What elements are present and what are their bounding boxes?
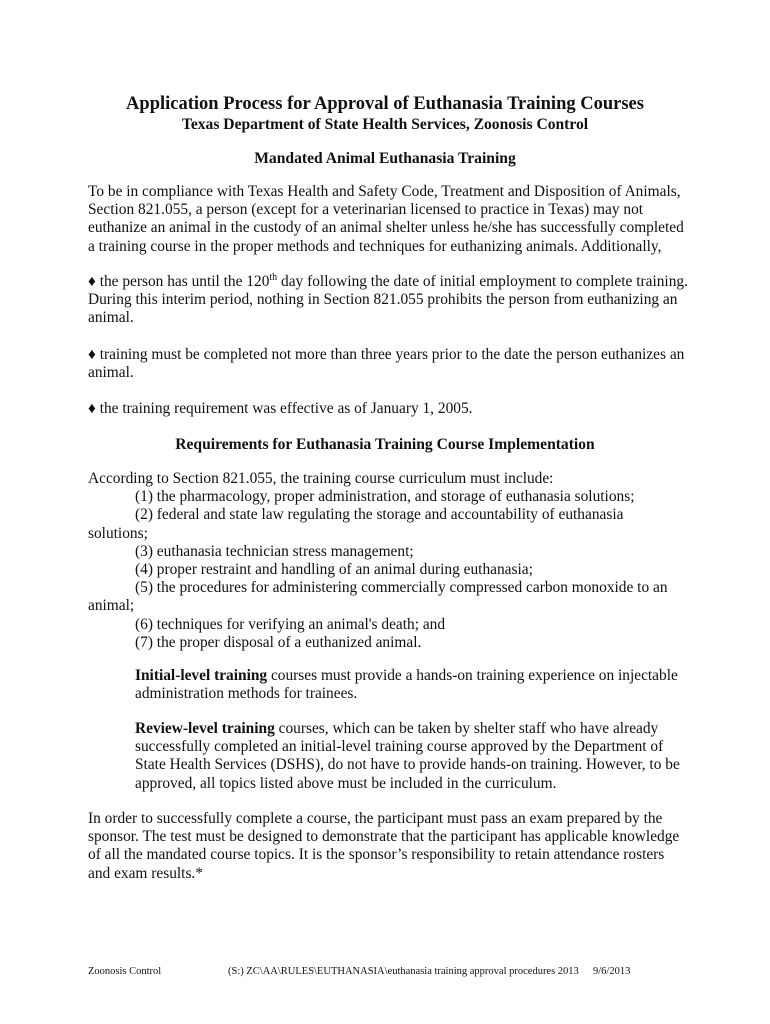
- curriculum-item-2: (2) federal and state law regulating the storage and accountability of euthanasia: [135, 506, 624, 524]
- bullet-three-years: ♦ training must be completed not more than three years prior to the date the person euthanizes an animal.: [88, 346, 685, 382]
- initial-level-text: courses must provide a hands-on training experience on injectable administration methods for trainees.: [135, 667, 678, 703]
- curriculum-item-6: (6) techniques for verifying an animal's death; and: [135, 615, 446, 633]
- closing-paragraph: In order to successfully complete a course, the participant must pass an exam prepared by the sponsor. The test must be designed to demonstrate that the participant has applicable knowledge of all the mandated course topics. It is the sponsor’s responsibility to retain attendance rosters and exam results.*: [88, 810, 680, 882]
- document-title: Application Process for Approval of Euthanasia Training Courses: [126, 94, 644, 114]
- curriculum-item-4: (4) proper restraint and handling of an animal during euthanasia;: [135, 561, 533, 579]
- review-level-text: courses, which can be taken by shelter staff who have already successfully completed an initial-level training course approved by the Department of State Health Services (DSHS), do not have to provide hands-on training. However, to be approved, all topics listed above must be included in the curriculum.: [135, 720, 680, 792]
- curriculum-item-5: (5) the procedures for administering commercially compressed carbon monoxide to an: [135, 579, 668, 597]
- bullet-120th-day: [88, 273, 688, 328]
- footer-file-path: (S:) ZC\AA\RULES\EUTHANASIA\euthanasia training approval procedures 2013: [228, 966, 579, 977]
- review-level-term: Review-level training: [135, 720, 275, 737]
- section-heading-requirements: Requirements for Euthanasia Training Course Implementation: [175, 436, 595, 453]
- bullet-1-pre: ♦ the person has until the 120: [88, 273, 270, 290]
- curriculum-item-2-cont: solutions;: [88, 524, 148, 542]
- curriculum-item-5-cont: animal;: [88, 597, 135, 615]
- section-heading-mandated: Mandated Animal Euthanasia Training: [254, 150, 516, 167]
- footer-date: 9/6/2013: [593, 966, 631, 977]
- bullet-1-post: day following the date of initial employment to complete training. During this interim period, nothing in Section 821.055 prohibits the person from euthanizing an animal.: [88, 273, 688, 327]
- bullet-1-sup: th: [269, 271, 278, 283]
- document-subtitle: Texas Department of State Health Services, Zoonosis Control: [181, 116, 589, 133]
- footer-department: Zoonosis Control: [88, 966, 162, 977]
- bullet-effective-date: ♦ the training requirement was effective as of January 1, 2005.: [88, 400, 473, 417]
- curriculum-item-1: (1) the pharmacology, proper administration, and storage of euthanasia solutions;: [135, 488, 635, 506]
- curriculum-list: [88, 470, 688, 652]
- curriculum-item-7: (7) the proper disposal of a euthanized animal.: [135, 633, 422, 651]
- intro-paragraph: To be in compliance with Texas Health and Safety Code, Treatment and Disposition of Animals, Section 821.055, a person (except for a veterinarian licensed to practice in Texas) may not euthanize an animal in the custody of an animal shelter unless he/she has successfully completed a training course in the proper methods and techniques for euthanizing animals. Additionally,: [88, 183, 684, 255]
- initial-level-term: Initial-level training: [135, 667, 268, 684]
- initial-level-paragraph: [135, 667, 685, 703]
- review-level-paragraph: [135, 720, 685, 793]
- curriculum-item-3: (3) euthanasia technician stress management;: [135, 542, 414, 560]
- curriculum-intro: According to Section 821.055, the training course curriculum must include:: [88, 470, 554, 487]
